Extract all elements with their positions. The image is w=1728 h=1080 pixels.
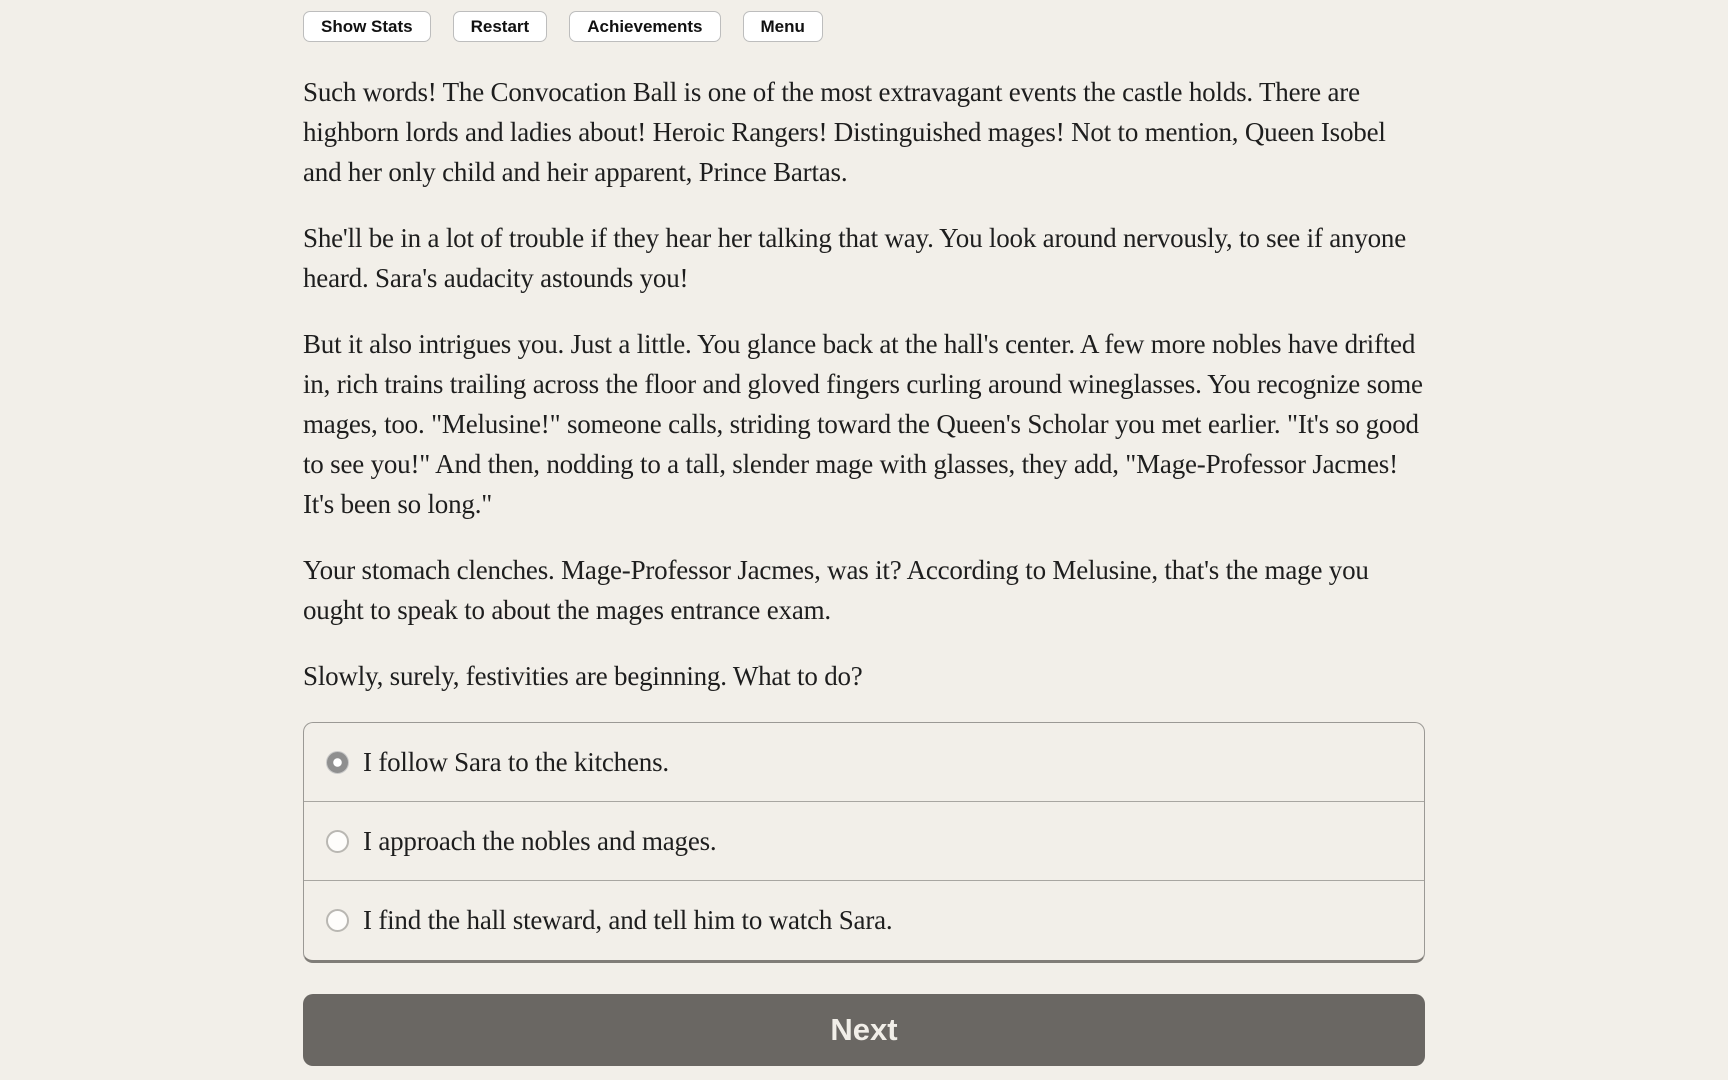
choice-option-label: I approach the nobles and mages. [363,825,717,856]
next-button[interactable]: Next [303,994,1425,1066]
radio-unselected-icon[interactable] [326,909,349,932]
show-stats-button[interactable]: Show Stats [303,11,431,42]
choice-option-find-steward[interactable] [304,881,1424,960]
choice-option-approach-nobles[interactable] [304,802,1424,881]
menu-button[interactable]: Menu [743,11,823,42]
achievements-button[interactable]: Achievements [569,11,720,42]
story-paragraph: She'll be in a lot of trouble if they hear her talking that way. You look around nervously, to see if anyone heard. Sara's audacity astounds you! [303,223,1407,293]
toolbar [303,0,1425,42]
story-paragraph: Such words! The Convocation Ball is one of the most extravagant events the castle holds. There are highborn lords and ladies about! Heroic Rangers! Distinguished mages! Not to mention, Queen Isobel and her only child and heir apparent, Prince Bartas. [303,77,1386,187]
radio-selected-icon[interactable] [326,751,349,774]
choice-prompt: Slowly, surely, festivities are beginning. What to do? [303,661,863,691]
restart-button[interactable]: Restart [453,11,548,42]
story-paragraph: Your stomach clenches. Mage-Professor Jacmes, was it? According to Melusine, that's the mage you ought to speak to about the mages entrance exam. [303,555,1369,625]
choice-option-label: I follow Sara to the kitchens. [363,746,669,777]
radio-unselected-icon[interactable] [326,830,349,853]
choice-option-label: I find the hall steward, and tell him to watch Sara. [363,905,893,935]
choice-group [303,722,1425,963]
story-paragraph: But it also intrigues you. Just a little. You glance back at the hall's center. A few more nobles have drifted in, rich trains trailing across the floor and gloved fingers curling around wineglasses. You recognize some mages, too. "Melusine!" someone calls, striding toward the Queen's Scholar you met earlier. "It's so good to see you!" And then, nodding to a tall, slender mage with glasses, they add, "Mage-Professor Jacmes! It's been so long." [303,329,1423,519]
choice-option-follow-sara[interactable] [304,723,1424,802]
story-text [303,72,1425,696]
